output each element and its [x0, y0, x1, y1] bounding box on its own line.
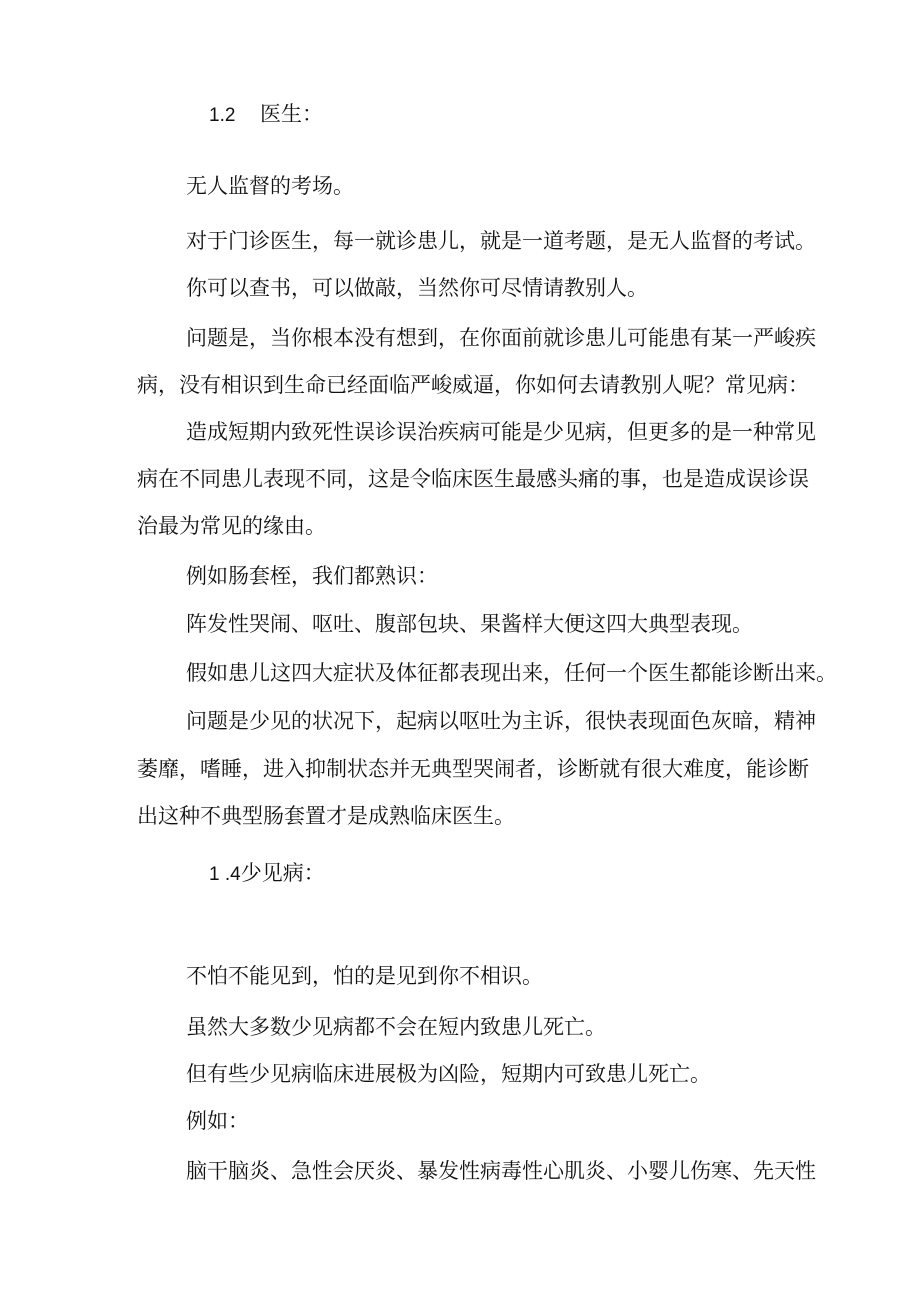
section-heading	[209, 859, 325, 889]
paragraph-line: 假如患儿这四大症状及体征都表现出来，任何一个医生都能诊断出来。	[186, 661, 837, 685]
section-number: 1 .4	[209, 864, 241, 885]
paragraph-line: 病在不同患儿表现不同，这是令临床医生最感头痛的事，也是造成误诊误	[137, 467, 809, 491]
section-number: 1.2	[209, 105, 236, 126]
paragraph-line: 不怕不能见到，怕的是见到你不相识。	[186, 964, 543, 988]
paragraph-line: 无人监督的考场。	[186, 174, 354, 198]
paragraph-line: 治最为常见的缘由。	[137, 514, 326, 538]
paragraph-line: 问题是少见的状况下，起病以呕吐为主诉，很快表现面色灰暗，精神	[186, 709, 816, 733]
section-title: 少见病：	[240, 861, 325, 885]
paragraph-line: 例如：	[186, 1109, 249, 1133]
paragraph-line: 萎靡，嗜睡，进入抑制状态并无典型哭闹者，诊断就有很大难度，能诊断	[137, 757, 809, 781]
paragraph-line: 你可以查书，可以做敲，当然你可尽情请教别人。	[186, 276, 648, 300]
paragraph-line: 对于门诊医生，每一就诊患儿，就是一道考题，是无人监督的考试。	[186, 229, 816, 253]
section-title: 医生：	[259, 102, 323, 126]
section-heading	[209, 100, 323, 130]
paragraph-line: 脑干脑炎、急性会厌炎、暴发性病毒性心肌炎、小婴儿伤寒、先天性	[186, 1159, 816, 1183]
paragraph-line: 例如肠套桎，我们都熟识：	[186, 564, 438, 588]
paragraph-line: 问题是，当你根本没有想到，在你面前就诊患儿可能患有某一严峻疾	[186, 326, 816, 350]
paragraph-line: 造成短期内致死性误诊误治疾病可能是少见病，但更多的是一种常见	[186, 420, 816, 444]
paragraph-line: 但有些少见病临床进展极为凶险，短期内可致患儿死亡。	[186, 1062, 711, 1086]
paragraph-line: 出这种不典型肠套置才是成熟临床医生。	[137, 804, 515, 828]
paragraph-line: 虽然大多数少见病都不会在短内致患儿死亡。	[186, 1015, 606, 1039]
paragraph-line: 病，没有相识到生命已经面临严峻威逼，你如何去请教别人呢？常见病：	[137, 373, 809, 397]
paragraph-line: 阵发性哭闹、呕吐、腹部包块、果酱样大便这四大典型表现。	[186, 612, 753, 636]
